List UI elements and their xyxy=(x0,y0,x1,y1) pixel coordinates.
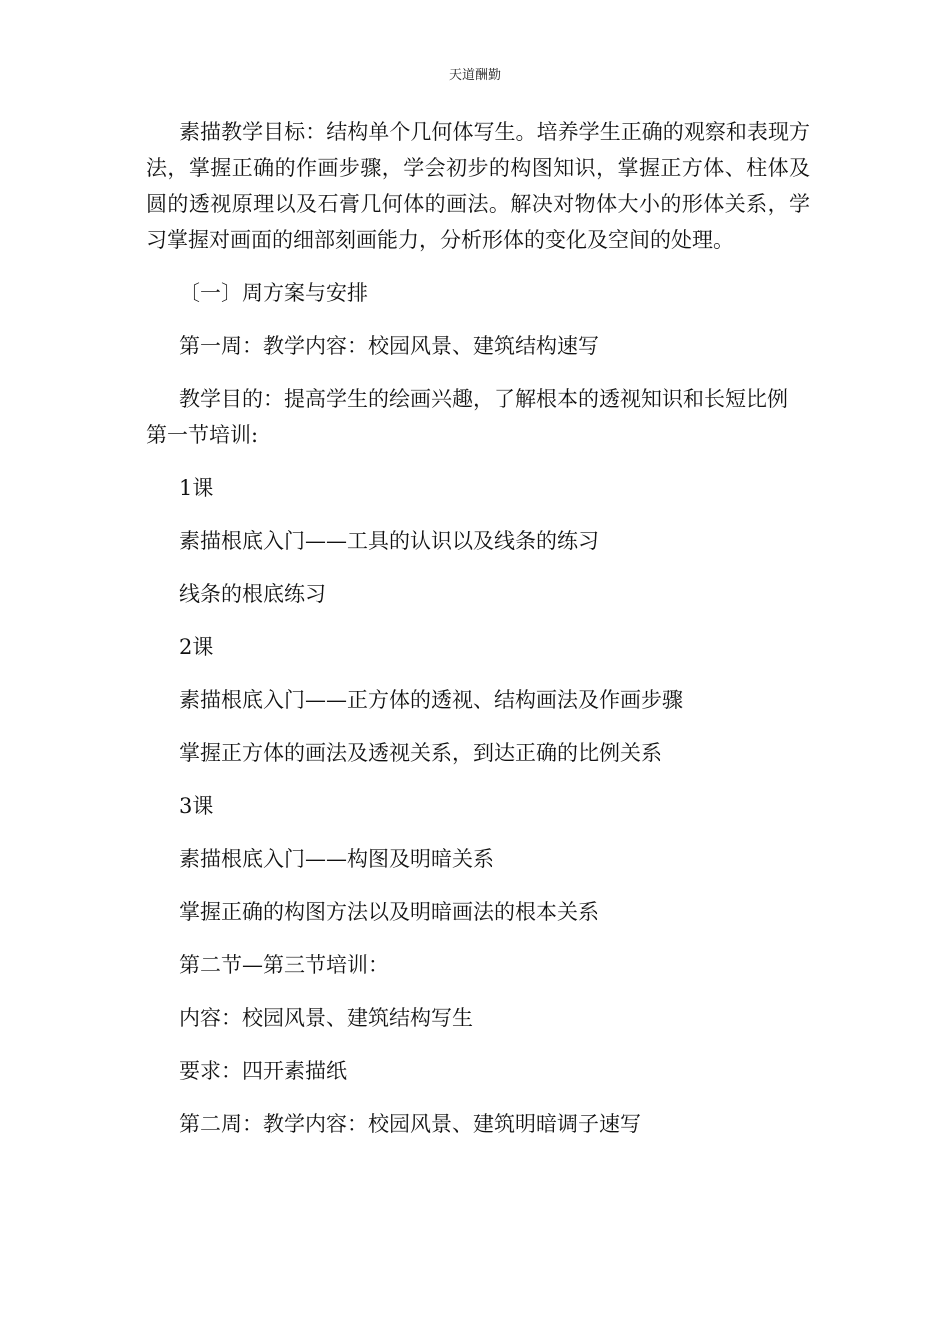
week1-session: 第一节培训: xyxy=(146,423,259,447)
lesson-3-topic: 素描根底入门——构图及明暗关系 xyxy=(179,847,494,871)
document-body xyxy=(146,114,810,1142)
section-heading: 〔一〕周方案与安排 xyxy=(179,281,368,305)
lesson-1-number: 1课 xyxy=(179,476,214,500)
lesson-2-goal: 掌握正方体的画法及透视关系，到达正确的比例关系 xyxy=(179,741,662,765)
lesson-2-topic: 素描根底入门——正方体的透视、结构画法及作画步骤 xyxy=(179,688,683,712)
week1-content: 第一周：教学内容：校园风景、建筑结构速写 xyxy=(179,334,599,358)
week1-purpose: 教学目的：提高学生的绘画兴趣，了解根本的透视知识和长短比例 xyxy=(179,387,788,411)
lesson-3-goal: 掌握正确的构图方法以及明暗画法的根本关系 xyxy=(179,900,599,924)
sessions-2-3-title: 第二节—第三节培训： xyxy=(179,953,389,977)
week2-content: 第二周：教学内容：校园风景、建筑明暗调子速写 xyxy=(179,1112,641,1136)
page-header: 天道酬勤 xyxy=(448,68,501,83)
lesson-1-topic: 素描根底入门——工具的认识以及线条的练习 xyxy=(179,529,599,553)
sessions-2-3-requirement: 要求：四开素描纸 xyxy=(179,1059,347,1083)
lesson-3-number: 3课 xyxy=(179,794,214,818)
objective-paragraph: 素描教学目标：结构单个几何体写生。培养学生正确的观察和表现方法，掌握正确的作画步骤，学会初步的构图知识，掌握正方体、柱体及圆的透视原理以及石膏几何体的画法。解决对物体大小的形体关系，学习掌握对画面的细部刻画能力，分析形体的变化及空间的处理。 xyxy=(146,120,810,252)
sessions-2-3-content: 内容：校园风景、建筑结构写生 xyxy=(179,1006,473,1030)
lesson-2-number: 2课 xyxy=(179,635,214,659)
lesson-1-goal: 线条的根底练习 xyxy=(179,582,326,606)
